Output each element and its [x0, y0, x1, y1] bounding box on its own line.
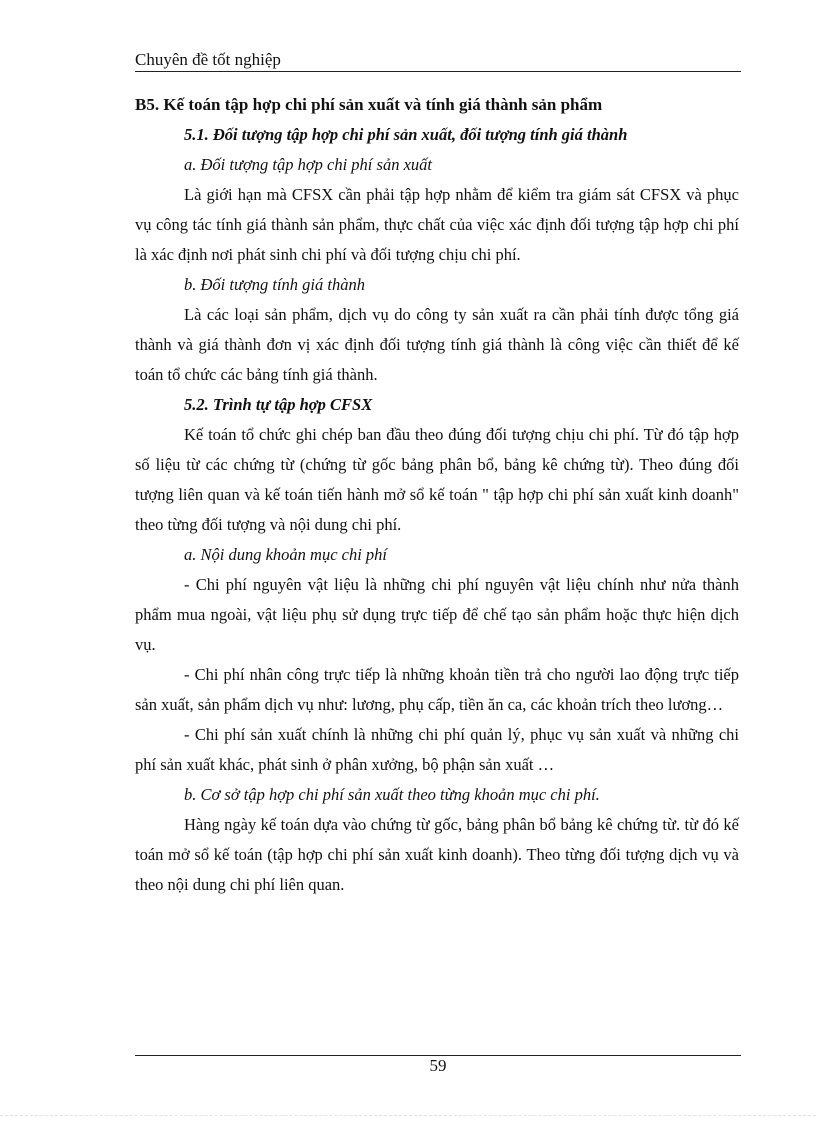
subsection-5-2-title: 5.2. Trình tự tập hợp CFSX — [184, 395, 373, 414]
list-item-materials: - Chi phí nguyên vật liệu là những chi phí nguyên vật liệu chính như nửa thành phẩm mua ngoài, vật liệu phụ sử dụng trực tiếp để chế tạo sản phẩm hoặc thực hiện dịch vụ. — [135, 575, 739, 654]
list-item-labor: - Chi phí nhân công trực tiếp là những khoản tiền trả cho người lao động trực tiếp sản xuất, sản phẩm dịch vụ như: lương, phụ cấp, tiền ăn ca, các khoản trích theo lương… — [135, 665, 739, 714]
paragraph-procedure: Kế toán tổ chức ghi chép ban đầu theo đúng đối tượng chịu chi phí. Từ đó tập hợp số liệu từ các chứng từ (chứng từ gốc bảng phân bổ, bảng kê chứng từ). Theo đúng đối tượng liên quan và kế toán tiến hành mở sổ kế toán " tập hợp chi phí sản xuất kinh doanh" theo từng đối tượng và nội dung chi phí. — [135, 425, 739, 534]
subsection-5-1-title: 5.1. Đối tượng tập hợp chi phí sản xuất, đối tượng tính giá thành — [184, 125, 628, 144]
paragraph-cost-objects: Là giới hạn mà CFSX cần phải tập hợp nhằm để kiểm tra giám sát CFSX và phục vụ công tác tính giá thành sản phẩm, thực chất của việc xác định đối tượng tập hợp chi phí là xác định nơi phát sinh chi phí và đối tượng chịu chi phí. — [135, 185, 739, 264]
subheading-a-cost-items: a. Nội dung khoản mục chi phí — [184, 545, 388, 564]
subheading-b-basis: b. Cơ sở tập hợp chi phí sản xuất theo từng khoản mục chi phí. — [184, 785, 600, 804]
paragraph-basis: Hàng ngày kế toán dựa vào chứng từ gốc, bảng phân bổ bảng kê chứng từ. từ đó kế toán mở sổ kế toán (tập hợp chi phí sản xuất kinh doanh). Theo từng đối tượng dịch vụ và theo nội dung chi phí liên quan. — [135, 815, 739, 894]
subheading-b-costing-objects: b. Đối tượng tính giá thành — [184, 275, 365, 294]
page-number: 59 — [429, 1056, 447, 1075]
header-rule — [135, 71, 741, 72]
subheading-a-cost-objects: a. Đối tượng tập hợp chi phí sản xuất — [184, 155, 432, 174]
page-body — [135, 90, 739, 900]
paragraph-costing-objects: Là các loại sản phẩm, dịch vụ do công ty sản xuất ra cần phải tính được tổng giá thành và giá thành đơn vị xác định đối tượng tính giá thành là công việc cần thiết để kế toán tổ chức các bảng tính giá thành. — [135, 305, 739, 384]
page-edge-divider — [0, 1115, 816, 1116]
section-title: B5. Kế toán tập hợp chi phí sản xuất và tính giá thành sản phẩm — [135, 95, 603, 114]
list-item-overhead: - Chi phí sản xuất chính là những chi phí quản lý, phục vụ sản xuất và những chi phí sản xuất khác, phát sinh ở phân xưởng, bộ phận sản xuất … — [135, 725, 739, 774]
running-header: Chuyên đề tốt nghiệp — [135, 50, 281, 69]
